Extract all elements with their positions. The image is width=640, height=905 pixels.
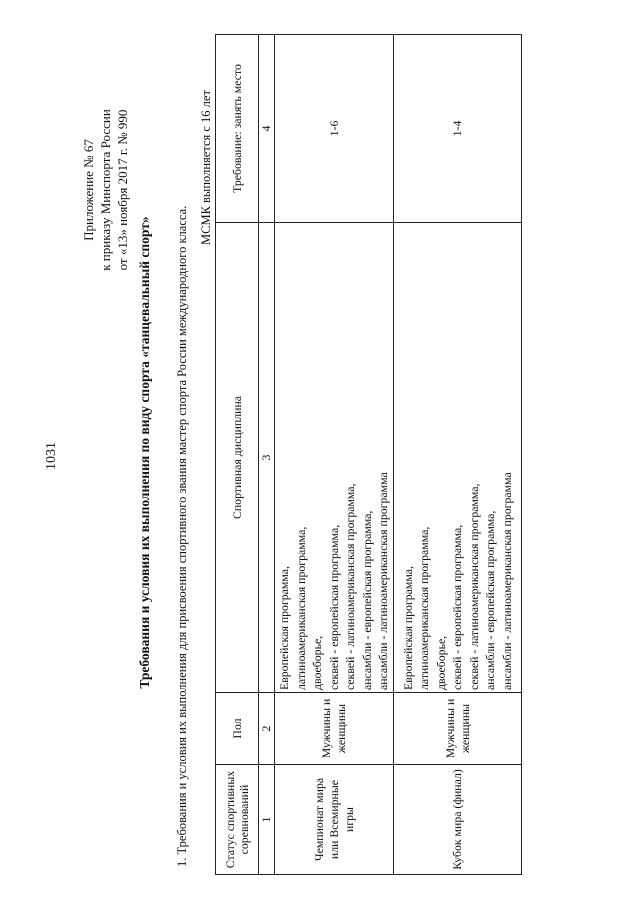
discipline-cell <box>275 223 394 693</box>
gender-cell: Мужчины и женщины <box>275 693 394 765</box>
header-place-requirement: Требование: занять место <box>216 35 259 223</box>
place-requirement-cell: 1-4 <box>394 35 522 223</box>
column-number: 1 <box>259 765 275 875</box>
page-number: 1031 <box>44 442 59 470</box>
table-header-row <box>216 35 259 875</box>
discipline-line: Европейская программа, <box>277 566 292 690</box>
discipline-line: латиноамериканская программа, <box>417 526 432 690</box>
age-note: МСМК выполняется с 16 лет <box>199 90 213 245</box>
discipline-cell <box>394 223 522 693</box>
discipline-line: двоеборье, <box>433 635 448 690</box>
discipline-line: секвей - латиноамериканская программа, <box>343 483 358 690</box>
column-number: 2 <box>259 693 275 765</box>
discipline-line: ансамбли - латиноамериканская программа <box>376 472 391 690</box>
competition-status-cell: Чемпионат мира или Всемирные игры <box>275 765 394 875</box>
table-row <box>275 35 394 875</box>
discipline-line: ансамбли - латиноамериканская программа <box>499 472 514 690</box>
place-requirement-cell: 1-6 <box>275 35 394 223</box>
column-number: 4 <box>259 35 275 223</box>
header-competition-status: Статус спортивных соревнований <box>216 765 259 875</box>
table-row <box>394 35 522 875</box>
requirements-table <box>215 34 522 875</box>
discipline-line: ансамбли - европейская программа, <box>483 510 498 690</box>
discipline-line: секвей - европейская программа, <box>450 524 465 690</box>
gender-cell: Мужчины и женщины <box>394 693 522 765</box>
header-discipline: Спортивная дисциплина <box>216 223 259 693</box>
discipline-line: ансамбли - европейская программа, <box>359 510 374 690</box>
document-title: Требования и условия их выполнения по виду спорта «танцевальный спорт» <box>137 216 152 689</box>
section-intro: 1. Требования и условия их выполнения для присвоения спортивного звания мастер спорта России международного класса. <box>175 205 189 867</box>
header-gender: Пол <box>216 693 259 765</box>
discipline-line: Европейская программа, <box>400 566 415 690</box>
competition-status-cell: Кубок мира (финал) <box>394 765 522 875</box>
discipline-line: двоеборье, <box>310 635 325 690</box>
annex-order-date: от «13» ноября 2017 г. № 990 <box>115 109 130 271</box>
discipline-line: секвей - европейская программа, <box>326 524 341 690</box>
annex-order-reference: к приказу Минспорта России <box>98 109 113 271</box>
discipline-line: секвей - латиноамериканская программа, <box>466 483 481 690</box>
column-number-row <box>259 35 275 875</box>
column-number: 3 <box>259 223 275 693</box>
discipline-line: латиноамериканская программа, <box>293 526 308 690</box>
annex-number: Приложение № 67 <box>81 139 96 241</box>
